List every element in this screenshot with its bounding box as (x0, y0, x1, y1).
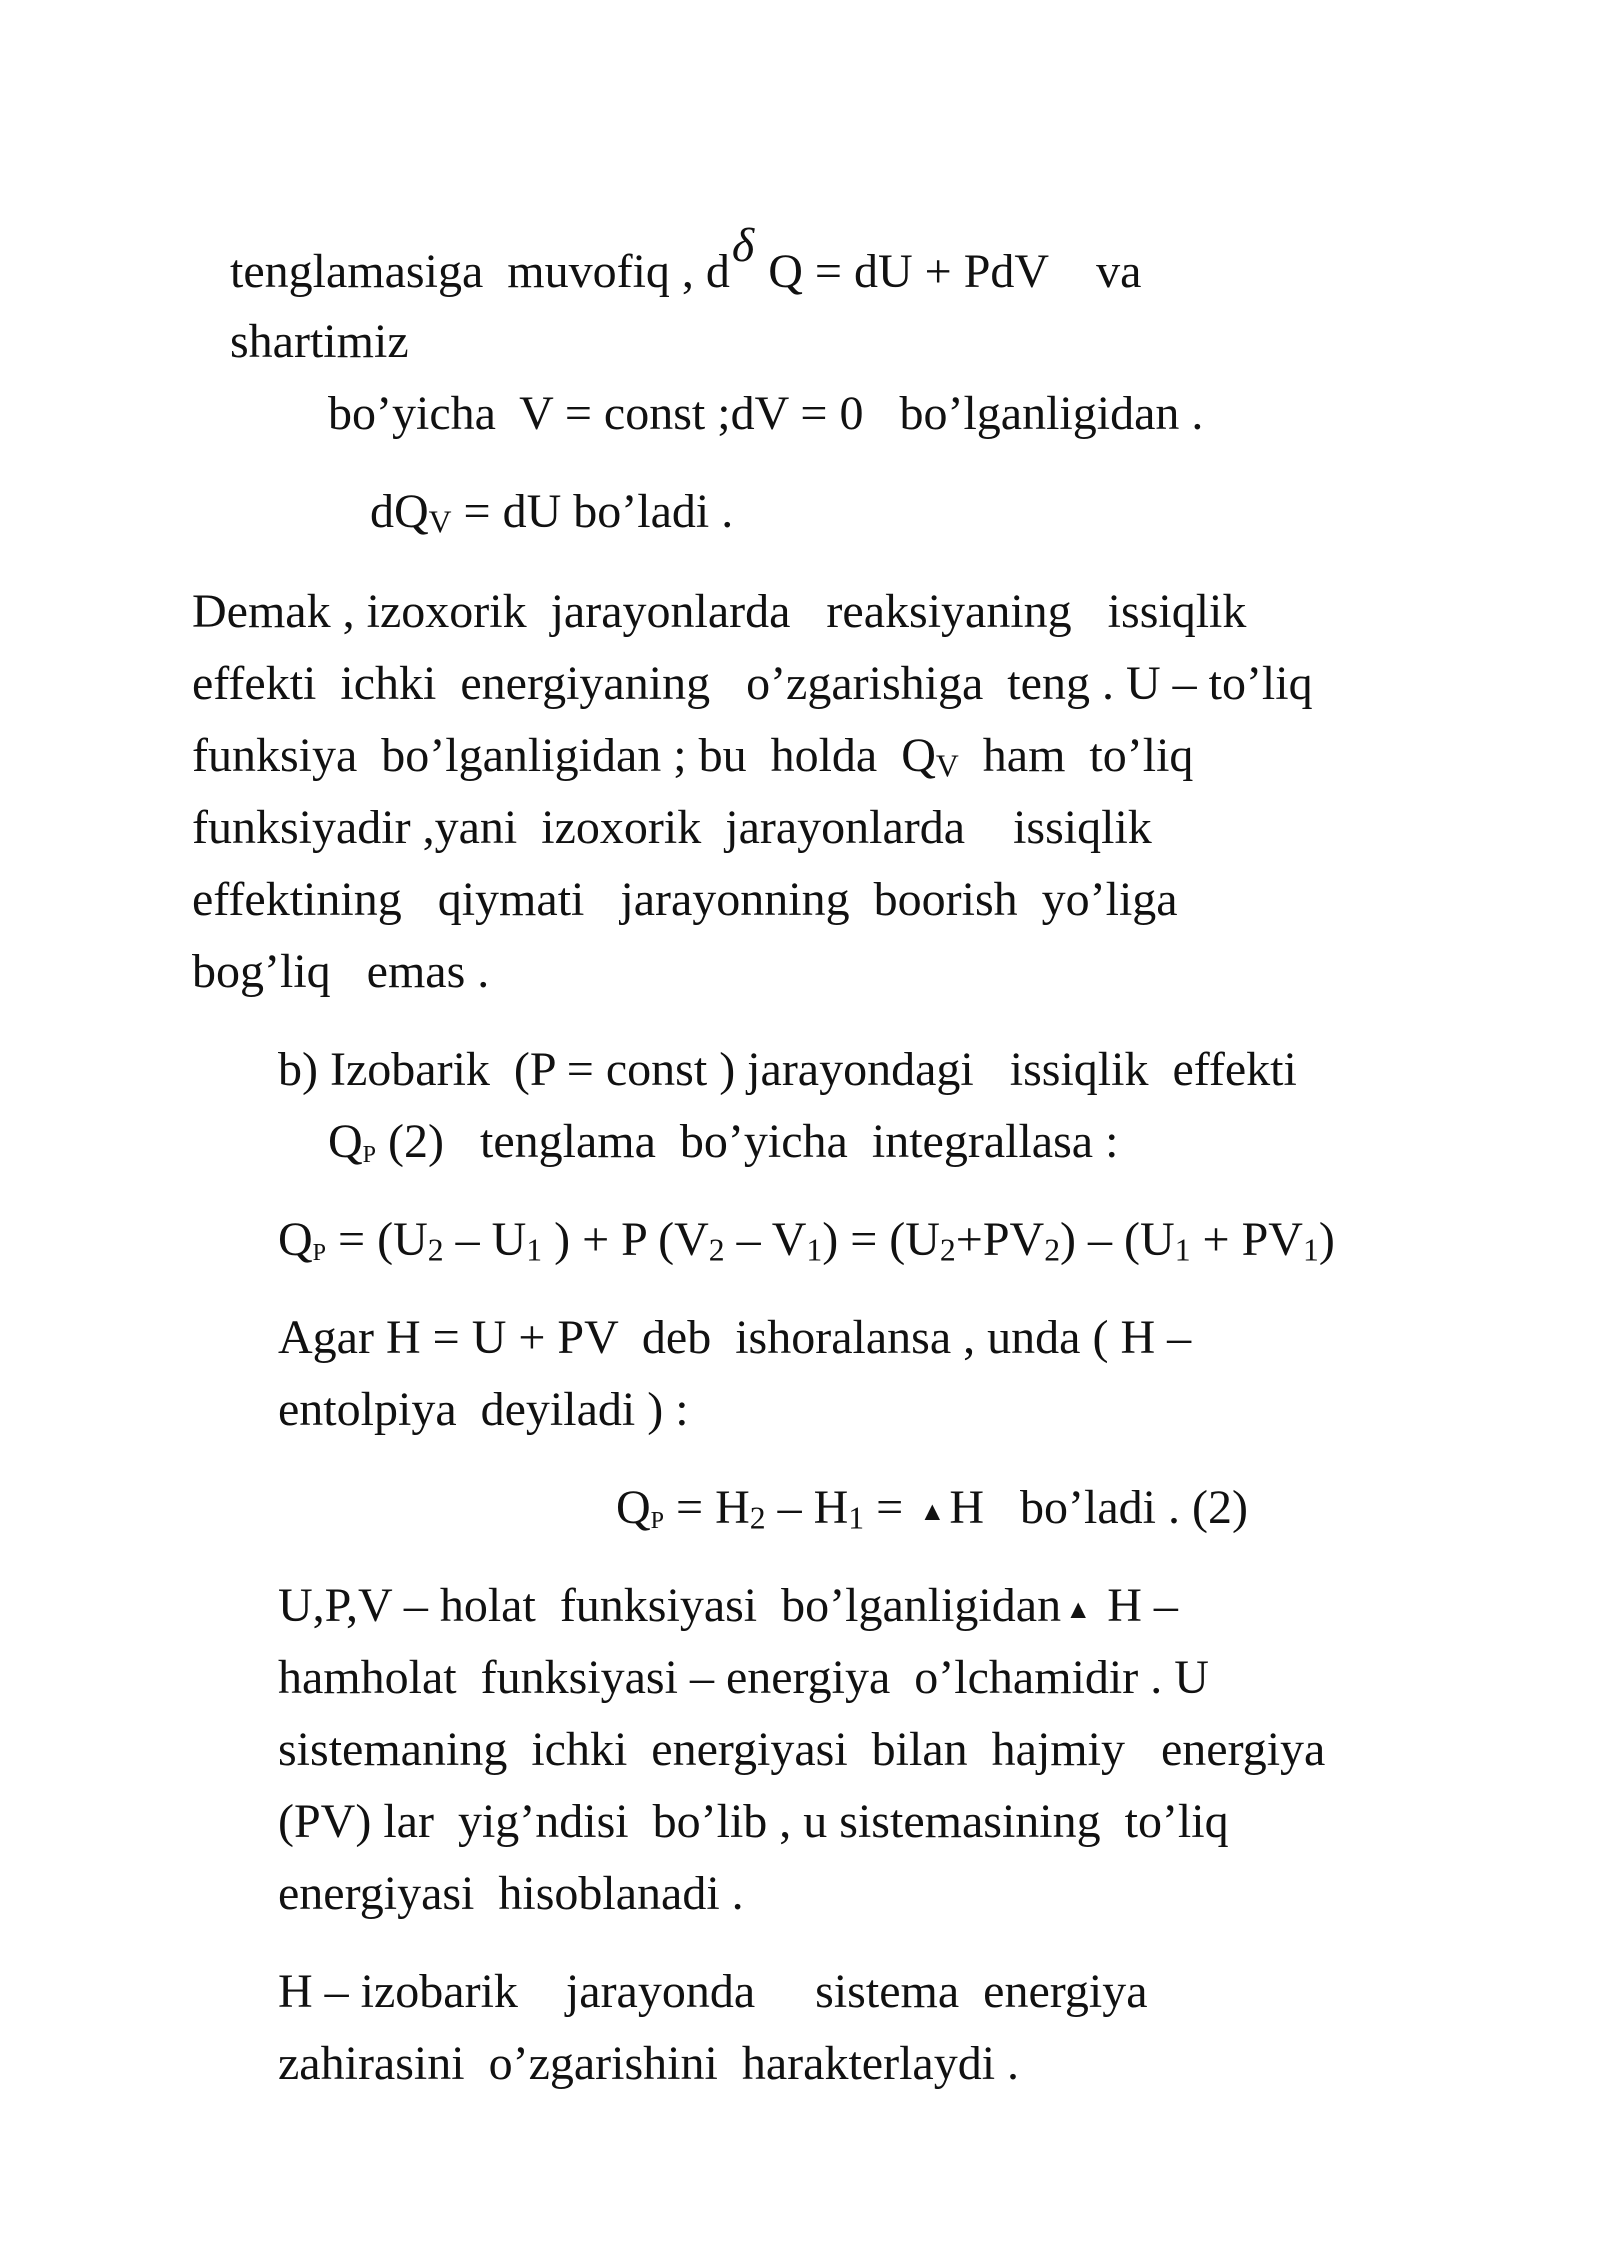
text-line: funksiya bo’lganligidan ; bu holda QV ham to’liq (192, 729, 1194, 784)
text-line: bo’yicha V = const ;dV = 0 bo’lganligidan . (328, 387, 1204, 440)
text-line: effekti ichki energiyaning o’zgarishiga teng . U – to’liq (192, 657, 1313, 710)
text-line: (PV) lar yig’ndisi bo’lib , u sistemasining to’liq (278, 1795, 1229, 1848)
text-line: sistemaning ichki energiyasi bilan hajmiy energiya (278, 1723, 1326, 1776)
text-line: Agar H = U + PV deb ishoralansa , unda ( H – (278, 1311, 1192, 1364)
delta-triangle-icon: ▲ (1065, 1593, 1092, 1624)
text-line: effektining qiymati jarayonning boorish yo’liga (192, 873, 1178, 926)
text-line: tenglamasiga muvofiq , dδ Q = dU + PdV va (230, 218, 1142, 298)
equation-line: QP = H2 – H1 = ▲H bo’ladi . (2) (616, 1481, 1248, 1536)
text-line: hamholat funksiyasi – energiya o’lchamidir . U (278, 1651, 1209, 1704)
text-line: b) Izobarik (P = const ) jarayondagi issiqlik effekti (278, 1043, 1297, 1096)
text-line: Demak , izoxorik jarayonlarda reaksiyaning issiqlik (192, 585, 1247, 638)
text-line: QP (2) tenglama bo’yicha integrallasa : (328, 1115, 1119, 1168)
text-line: zahirasini o’zgarishini harakterlaydi . (278, 2037, 1020, 2090)
text-line: energiyasi hisoblanadi . (278, 1867, 744, 1920)
text-line: entolpiya deyiladi ) : (278, 1383, 689, 1436)
text-line: bog’liq emas . (192, 945, 490, 998)
text-line: funksiyadir ,yani izoxorik jarayonlarda issiqlik (192, 801, 1152, 854)
equation-line: dQV = dU bo’ladi . (370, 485, 734, 540)
text-line: U,P,V – holat funksiyasi bo’lganligidan ▲ H – (278, 1579, 1178, 1632)
delta-triangle-icon: ▲ (919, 1495, 946, 1526)
delta-symbol: δ (731, 218, 755, 272)
equation-line: QP = (U2 – U1 ) + P (V2 – V1) = (U2+PV2) – (U1 + PV1) (278, 1213, 1335, 1268)
text-line: H – izobarik jarayonda sistema energiya (278, 1965, 1148, 2018)
text-line: shartimiz (230, 315, 409, 368)
